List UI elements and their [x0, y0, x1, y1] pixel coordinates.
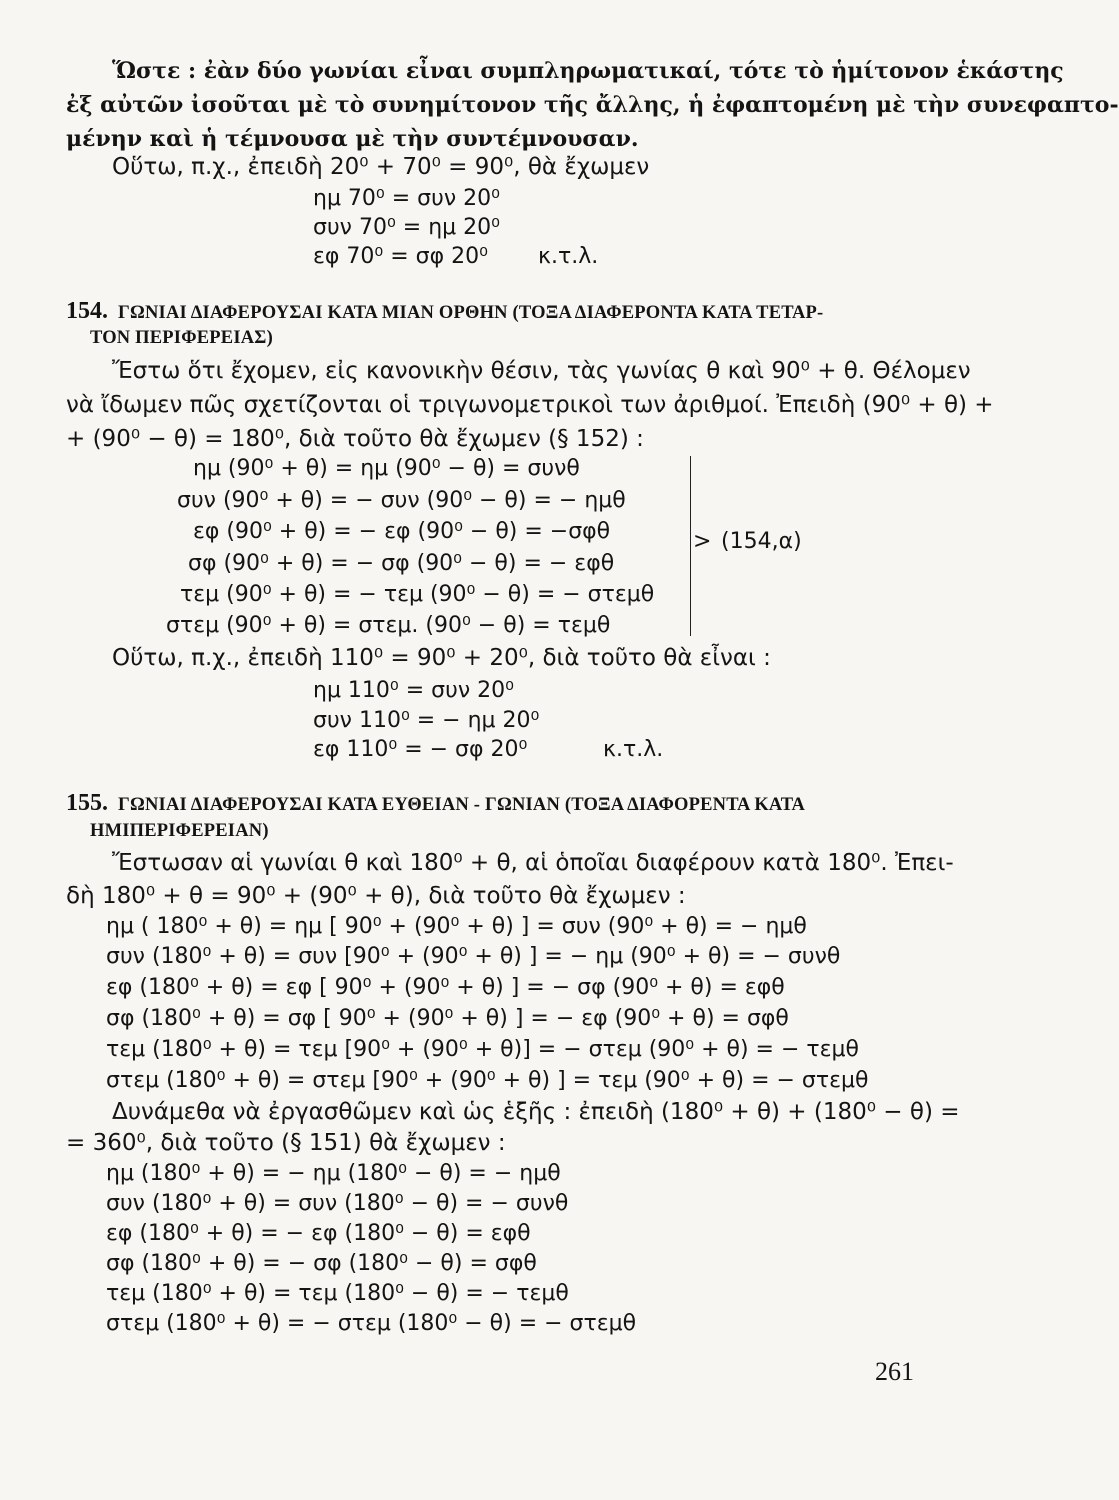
equation: συν 70⁰ = ημ 20⁰	[313, 215, 500, 240]
brace-arrow: >	[693, 529, 712, 554]
example-line: Οὕτω, π.χ., ἐπειδὴ 20⁰ + 70⁰ = 90⁰, θὰ ἔχωμεν	[112, 154, 650, 180]
equation: συν (180⁰ + θ) = συν (180⁰ − θ) = − συνθ	[106, 1191, 569, 1216]
equation: σφ (90⁰ + θ) = − σφ (90⁰ − θ) = − εφθ	[188, 551, 615, 576]
example-line: Οὕτω, π.χ., ἐπειδὴ 110⁰ = 90⁰ + 20⁰, διὰ τοῦτο θὰ εἶναι :	[112, 645, 771, 671]
paragraph-line: Δυνάμεθα νὰ ἐργασθῶμεν καὶ ὡς ἑξῆς : ἐπειδὴ (180⁰ + θ) + (180⁰ − θ) =	[112, 1099, 960, 1125]
equation: συν (90⁰ + θ) = − συν (90⁰ − θ) = − ημθ	[177, 488, 626, 513]
equation: εφ (180⁰ + θ) = − εφ (180⁰ − θ) = εφθ	[106, 1221, 531, 1246]
intro-line: ἐξ αὐτῶν ἰσοῦται μὲ τὸ συνημίτονον τῆς ἄλλης, ἡ ἐφαπτομένη μὲ τὴν συνεφαπτο-	[66, 92, 1119, 118]
equation: εφ 110⁰ = − σφ 20⁰	[313, 737, 528, 762]
equation: σφ (180⁰ + θ) = − σφ (180⁰ − θ) = σφθ	[106, 1251, 537, 1276]
equation: τεμ (180⁰ + θ) = τεμ (180⁰ − θ) = − τεμθ	[106, 1281, 569, 1306]
equation: στεμ (180⁰ + θ) = στεμ [90⁰ + (90⁰ + θ) ] = τεμ (90⁰ + θ) = − στεμθ	[106, 1068, 869, 1093]
equation: ημ (90⁰ + θ) = ημ (90⁰ − θ) = συνθ	[193, 456, 580, 481]
etc-label: κ.τ.λ.	[603, 737, 664, 762]
paragraph-line: = 360⁰, διὰ τοῦτο (§ 151) θὰ ἔχωμεν :	[66, 1130, 506, 1156]
page-number: 261	[875, 1357, 914, 1386]
equation: ημ (180⁰ + θ) = − ημ (180⁰ − θ) = − ημθ	[106, 1161, 561, 1186]
equation: εφ (180⁰ + θ) = εφ [ 90⁰ + (90⁰ + θ) ] = − σφ (90⁰ + θ) = εφθ	[106, 975, 785, 1000]
paragraph-line: Ἔστω ὅτι ἔχομεν, εἰς κανονικὴν θέσιν, τὰς γωνίας θ καὶ 90⁰ + θ. Θέλομεν	[112, 358, 971, 384]
equation: συν (180⁰ + θ) = συν [90⁰ + (90⁰ + θ) ] = − ημ (90⁰ + θ) = − συνθ	[106, 944, 841, 969]
etc-label: κ.τ.λ.	[538, 244, 599, 269]
right-brace	[682, 456, 691, 636]
equation: ημ 110⁰ = συν 20⁰	[313, 678, 514, 703]
section-number: 154.	[66, 298, 108, 324]
section-title: ΤΟΝ ΠΕΡΙΦΕΡΕΙΑΣ)	[90, 328, 273, 348]
equation: συν 110⁰ = − ημ 20⁰	[313, 708, 540, 733]
equation: στεμ (180⁰ + θ) = − στεμ (180⁰ − θ) = − στεμθ	[106, 1311, 637, 1336]
paragraph-line: δὴ 180⁰ + θ = 90⁰ + (90⁰ + θ), διὰ τοῦτο θὰ ἔχωμεν :	[66, 883, 686, 909]
equation: εφ (90⁰ + θ) = − εφ (90⁰ − θ) = −σφθ	[193, 519, 611, 544]
paragraph-line: νὰ ἴδωμεν πῶς σχετίζονται οἱ τριγωνομετρικοὶ των ἀριθμοί. Ἐπειδὴ (90⁰ + θ) +	[66, 392, 994, 418]
equation-label: (154,α)	[721, 529, 802, 554]
equation: εφ 70⁰ = σφ 20⁰	[313, 244, 488, 269]
equation: τεμ (180⁰ + θ) = τεμ [90⁰ + (90⁰ + θ)] = − στεμ (90⁰ + θ) = − τεμθ	[106, 1037, 860, 1062]
intro-line: μένην καὶ ἡ τέμνουσα μὲ τὴν συντέμνουσαν.	[66, 126, 639, 152]
equation: τεμ (90⁰ + θ) = − τεμ (90⁰ − θ) = − στεμθ	[180, 582, 655, 607]
equation: ημ ( 180⁰ + θ) = ημ [ 90⁰ + (90⁰ + θ) ] = συν (90⁰ + θ) = − ημθ	[106, 914, 807, 939]
section-title: ΓΩΝΙΑΙ ΔΙΑΦΕΡΟΥΣΑΙ ΚΑΤΑ ΕΥΘΕΙΑΝ - ΓΩΝΙΑΝ (ΤΟΞΑ ΔΙΑΦΟΡΕΝΤΑ ΚΑΤΑ	[118, 795, 805, 815]
equation: στεμ (90⁰ + θ) = στεμ. (90⁰ − θ) = τεμθ	[166, 613, 611, 638]
paragraph-line: Ἔστωσαν αἱ γωνίαι θ καὶ 180⁰ + θ, αἱ ὁποῖαι διαφέρουν κατὰ 180⁰. Ἐπει-	[112, 850, 954, 876]
intro-line: Ὥστε : ἐὰν δύο γωνίαι εἶναι συμπληρωματικαί, τότε τὸ ἡμίτονον ἑκάστης	[112, 58, 1064, 84]
section-number: 155.	[66, 790, 108, 816]
equation: σφ (180⁰ + θ) = σφ [ 90⁰ + (90⁰ + θ) ] = − εφ (90⁰ + θ) = σφθ	[106, 1006, 789, 1031]
section-title: ΓΩΝΙΑΙ ΔΙΑΦΕΡΟΥΣΑΙ ΚΑΤΑ ΜΙΑΝ ΟΡΘΗΝ (ΤΟΞΑ ΔΙΑΦΕΡΟΝΤΑ ΚΑΤΑ ΤΕΤΑΡ-	[118, 303, 824, 323]
section-title: ΗΜΙΠΕΡΙΦΕΡΕΙΑΝ)	[90, 821, 269, 841]
paragraph-line: + (90⁰ − θ) = 180⁰, διὰ τοῦτο θὰ ἔχωμεν (§ 152) :	[66, 426, 644, 452]
equation: ημ 70⁰ = συν 20⁰	[313, 186, 500, 211]
